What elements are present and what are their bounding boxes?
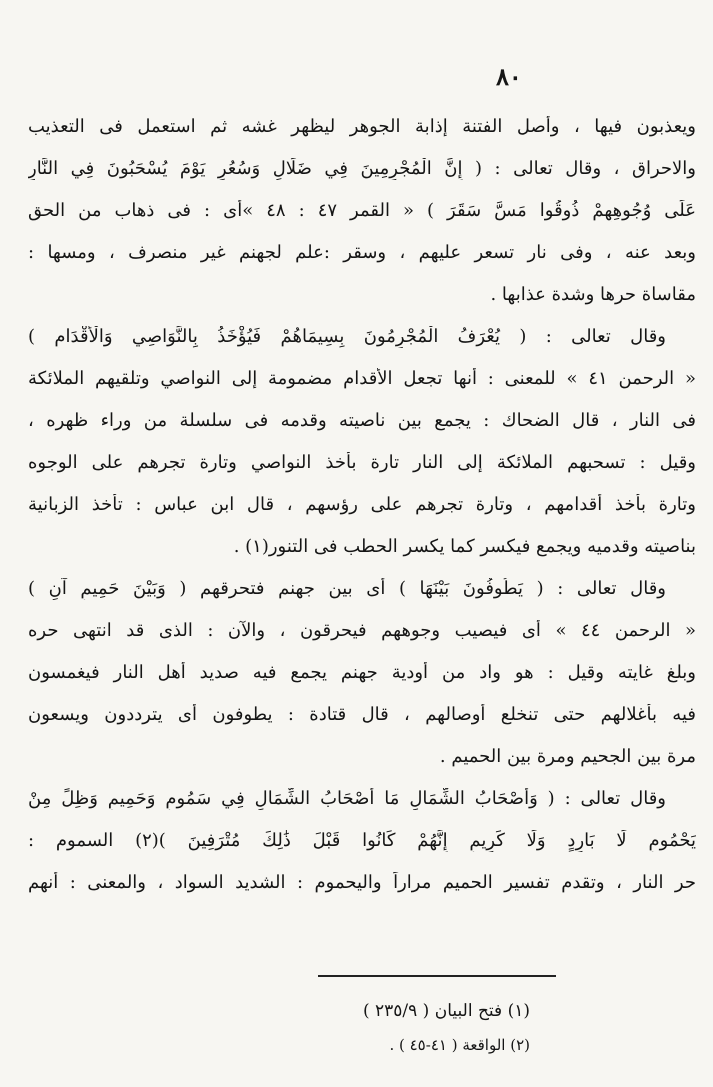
text-line: فى النار ، قال الضحاك : يجمع بين ناصيته وقدمه فى سلسلة من وراء ظهره ، <box>28 410 696 431</box>
paragraph-4 <box>28 788 696 894</box>
footnote-divider <box>318 975 556 977</box>
text-line: والاحراق ، وقال تعالى : ( إِنَّ الْمُجْرِمِينَ فِي ضَلَالٍ وَسُعُرٍ يَوْمَ يُسْحَبُونَ فِي النَّارِ <box>28 158 696 179</box>
text-line: بناصيته وقدميه ويجمع فيكسر كما يكسر الحطب فى التنور(١) . <box>233 536 696 557</box>
page-number: ٨٠ <box>496 62 522 91</box>
text-line: « الرحمن ٤٤ » أى فيصيب وجوههم فيحرقون ، والآن : الذى قد انتهى حره <box>28 620 696 641</box>
text-line: يَحْمُومٍ لَا بَارِدٍ وَلَا كَرِيمٍ إِنَّهُمْ كَانُوا قَبْلَ ذَٰلِكَ مُتْرَفِينَ )(٢) السموم : <box>28 830 696 851</box>
text-line: وقال تعالى : ( يُعْرَفُ الْمُجْرِمُونَ بِسِيمَاهُمْ فَيُؤْخَذُ بِالنَّوَاصِي وَالْأَقْدَامِ ) <box>28 326 666 347</box>
paragraph-1 <box>28 116 696 306</box>
footnotes <box>300 1000 530 1056</box>
footnote-2: (٢) الواقعة ( ٤١-٤٥ ) . <box>389 1036 530 1054</box>
text-line: وبلغ غايته وقيل : هو واد من أودية جهنم يجمع فيه صديد أهل النار فيغمسون <box>28 662 696 683</box>
paragraph-3 <box>28 578 696 768</box>
text-line: وقال تعالى : ( يَطُوفُونَ بَيْنَهَا ) أى بين جهنم فتحرقهم ( وَبَيْنَ حَمِيمٍ آنٍ ) <box>28 578 666 599</box>
body-text <box>28 116 696 914</box>
text-line: وبعد عنه ، وفى نار تسعر عليهم ، وسقر :علم لجهنم غير منصرف ، ومسها : <box>28 242 696 263</box>
text-line: وقال تعالى : ( وَأَصْحَابُ الشِّمَالِ مَا أَصْحَابُ الشِّمَالِ فِي سَمُومٍ وَحَمِيمٍ وَظِلٍّ مِنْ <box>28 788 666 809</box>
text-line: فيه بأغلالهم حتى تنخلع أوصالهم ، قال قتادة : يطوفون أى يترددون ويسعون <box>28 704 696 725</box>
text-line: عَلَى وُجُوهِهِمْ ذُوقُوا مَسَّ سَقَرَ ) « القمر ٤٧ : ٤٨ »أى : فى ذهاب من الحق <box>28 200 696 221</box>
text-line: حر النار ، وتقدم تفسير الحميم مراراً واليحموم : الشديد السواد ، والمعنى : أنهم <box>28 872 696 893</box>
paragraph-2 <box>28 326 696 558</box>
text-line: ويعذبون فيها ، وأصل الفتنة إذابة الجوهر ليظهر غشه ثم استعمل فى التعذيب <box>28 116 696 137</box>
text-line: مرة بين الجحيم ومرة بين الحميم . <box>439 746 696 767</box>
text-line: مقاساة حرها وشدة عذابها . <box>490 284 696 305</box>
footnote-1: (١) فتح البيان ( ٢٣٥/٩ ) <box>362 1001 530 1021</box>
text-line: وتارة بأخذ أقدامهم ، وتارة تجرهم على رؤسهم ، قال ابن عباس : تأخذ الزبانية <box>28 494 696 515</box>
text-line: « الرحمن ٤١ » للمعنى : أنها تجعل الأقدام مضمومة إلى النواصي وتلقيهم الملائكة <box>28 368 696 389</box>
text-line: وقيل : تسحبهم الملائكة إلى النار تارة بأخذ النواصي وتارة تجرهم على الوجوه <box>28 452 696 473</box>
